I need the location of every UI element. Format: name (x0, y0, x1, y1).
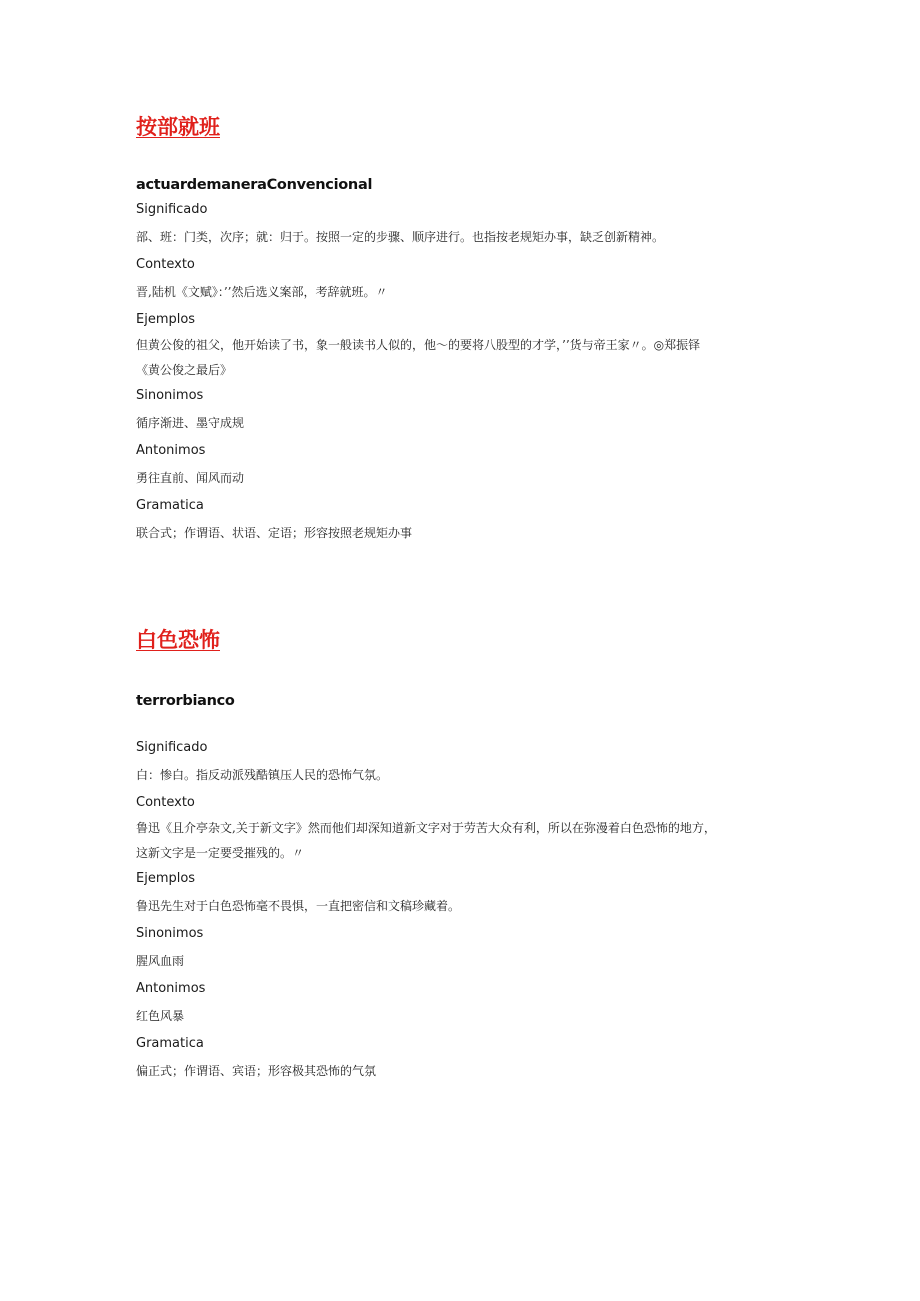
contexto-text-line-2: 这新文字是一定要受摧残的。〃 (136, 846, 305, 860)
antonimos-text: 勇往直前、闻风而动 (136, 471, 245, 485)
ejemplos-label: Ejemplos (136, 312, 196, 327)
sinonimos-text: 腥风血雨 (136, 954, 185, 968)
contexto-text: 晋,陆机《文赋》：’’然后选义案部，考辞就班。〃 (136, 285, 388, 299)
significado-label: Significado (136, 740, 208, 755)
ejemplos-label: Ejemplos (136, 871, 196, 886)
antonimos-text: 红色风暴 (136, 1009, 185, 1023)
contexto-label: Contexto (136, 257, 195, 272)
spanish-translation: terrorbianco (136, 693, 235, 709)
sinonimos-label: Sinonimos (136, 926, 204, 941)
sinonimos-label: Sinonimos (136, 388, 204, 403)
spanish-translation: actuardemaneraConvencional (136, 177, 373, 193)
significado-text: 部、班：门类，次序；就：归于。按照一定的步骤、顺序进行。也指按老规矩办事，缺乏创新精神。 (136, 230, 665, 244)
contexto-text-line-1: 鲁迅《且介亭杂文,关于新文字》然而他们却深知道新文字对于劳苦大众有利，所以在弥漫着白色恐怖的地方， (136, 821, 716, 835)
gramatica-text: 联合式；作谓语、状语、定语；形容按照老规矩办事 (136, 526, 413, 540)
contexto-label: Contexto (136, 795, 195, 810)
antonimos-label: Antonimos (136, 981, 206, 996)
ejemplos-text-line-2: 《黄公俊之最后》 (136, 363, 233, 377)
ejemplos-text: 鲁迅先生对于白色恐怖毫不畏惧，一直把密信和文稿珍藏着。 (136, 899, 461, 913)
sinonimos-text: 循序渐进、墨守成规 (136, 416, 245, 430)
idiom-entry-2 (136, 625, 786, 1090)
idiom-entry-1 (136, 112, 786, 552)
ejemplos-text-line-1: 但黄公俊的祖父，他开始读了书，象一般读书人似的，他～的要将八股型的才学，’’货与帝王家〃。◎郑振铎 (136, 338, 701, 352)
significado-label: Significado (136, 202, 208, 217)
gramatica-label: Gramatica (136, 1036, 204, 1051)
gramatica-label: Gramatica (136, 498, 204, 513)
antonimos-label: Antonimos (136, 443, 206, 458)
idiom-title[interactable]: 按部就班 (136, 114, 220, 139)
idiom-title[interactable]: 白色恐怖 (136, 627, 220, 652)
gramatica-text: 偏正式；作谓语、宾语；形容极其恐怖的气氛 (136, 1064, 377, 1078)
significado-text: 白：惨白。指反动派残酷镇压人民的恐怖气氛。 (136, 768, 389, 782)
